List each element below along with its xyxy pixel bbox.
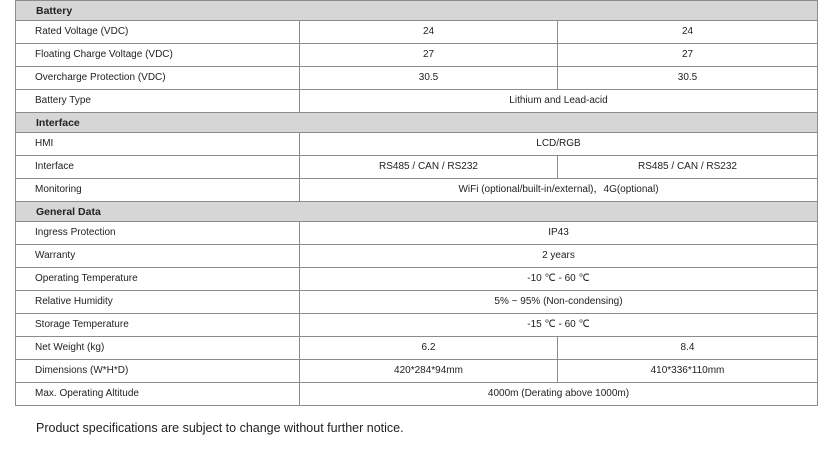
table-row <box>16 90 818 113</box>
row-label: Storage Temperature <box>16 314 300 337</box>
row-value: 30.5 <box>558 67 818 90</box>
row-label: Max. Operating Altitude <box>16 383 300 406</box>
row-label: Overcharge Protection (VDC) <box>16 67 300 90</box>
row-value: 5% ~ 95% (Non-condensing) <box>300 291 818 314</box>
row-value: RS485 / CAN / RS232 <box>300 156 558 179</box>
table-row <box>16 156 818 179</box>
section-title: General Data <box>16 202 818 222</box>
row-value: 6.2 <box>300 337 558 360</box>
spec-table-body <box>16 1 818 406</box>
row-label: Net Weight (kg) <box>16 337 300 360</box>
table-row <box>16 268 818 291</box>
row-label: Interface <box>16 156 300 179</box>
row-value: LCD/RGB <box>300 133 818 156</box>
table-row <box>16 314 818 337</box>
table-row <box>16 133 818 156</box>
row-label: Dimensions (W*H*D) <box>16 360 300 383</box>
row-value: 410*336*110mm <box>558 360 818 383</box>
table-row <box>16 44 818 67</box>
section-header-row <box>16 113 818 133</box>
table-row <box>16 383 818 406</box>
row-value: -15 ℃ - 60 ℃ <box>300 314 818 337</box>
footnote: Product specifications are subject to change without further notice. <box>36 421 404 435</box>
row-value: 27 <box>300 44 558 67</box>
table-row <box>16 21 818 44</box>
section-title: Interface <box>16 113 818 133</box>
row-value: WiFi (optional/built-in/external)，4G(optional) <box>300 179 818 202</box>
row-value: -10 ℃ - 60 ℃ <box>300 268 818 291</box>
row-value: 4000m (Derating above 1000m) <box>300 383 818 406</box>
row-label: Warranty <box>16 245 300 268</box>
row-value: 2 years <box>300 245 818 268</box>
row-value: 30.5 <box>300 67 558 90</box>
table-row <box>16 67 818 90</box>
row-value: IP43 <box>300 222 818 245</box>
section-title: Battery <box>16 1 818 21</box>
row-label: HMI <box>16 133 300 156</box>
row-label: Monitoring <box>16 179 300 202</box>
row-label: Floating Charge Voltage (VDC) <box>16 44 300 67</box>
row-value: Lithium and Lead-acid <box>300 90 818 113</box>
table-row <box>16 222 818 245</box>
table-row <box>16 179 818 202</box>
table-row <box>16 337 818 360</box>
section-header-row <box>16 202 818 222</box>
table-row <box>16 245 818 268</box>
row-label: Operating Temperature <box>16 268 300 291</box>
spec-table <box>15 0 818 406</box>
row-value: 8.4 <box>558 337 818 360</box>
row-label: Rated Voltage (VDC) <box>16 21 300 44</box>
row-value: 420*284*94mm <box>300 360 558 383</box>
table-row <box>16 291 818 314</box>
row-value: 24 <box>300 21 558 44</box>
table-row <box>16 360 818 383</box>
row-value: 24 <box>558 21 818 44</box>
row-value: 27 <box>558 44 818 67</box>
row-label: Battery Type <box>16 90 300 113</box>
row-label: Relative Humidity <box>16 291 300 314</box>
row-label: Ingress Protection <box>16 222 300 245</box>
row-value: RS485 / CAN / RS232 <box>558 156 818 179</box>
section-header-row <box>16 1 818 21</box>
